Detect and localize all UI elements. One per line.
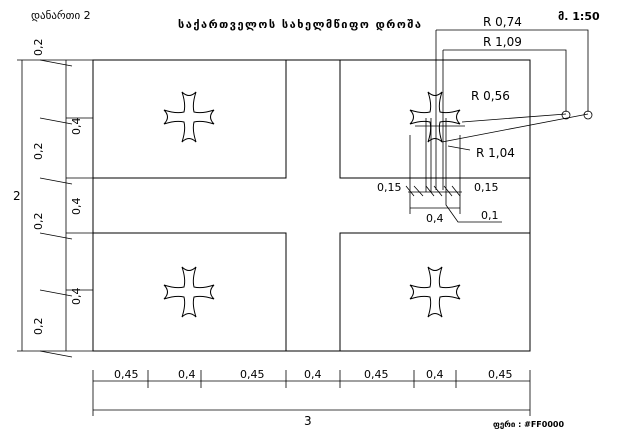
bottom-dim-5: 0,45 — [364, 368, 389, 381]
dim-r074: R 0,74 — [483, 15, 522, 29]
small-cross-top-right — [410, 92, 460, 142]
central-cross — [93, 60, 530, 351]
left-outer-dim-1: 0,2 — [32, 38, 45, 56]
small-cross-top-left — [164, 92, 214, 142]
dim-width-04: 0,4 — [426, 212, 444, 225]
bottom-dim-1: 0,45 — [114, 368, 139, 381]
small-cross-bottom-right — [410, 267, 460, 317]
bottom-total-dim: 3 — [304, 414, 312, 428]
dim-step-01: 0,1 — [481, 209, 499, 222]
cross-detail-dimensions — [406, 30, 592, 222]
bottom-dim-6: 0,4 — [426, 368, 444, 381]
dim-r109: R 1,09 — [483, 35, 522, 49]
left-total-dim: 2 — [13, 189, 21, 203]
left-inner-dim-3: 0,4 — [70, 287, 83, 305]
bottom-dim-3: 0,45 — [240, 368, 265, 381]
flag-outline — [93, 60, 530, 351]
left-inner-dim-1: 0,4 — [70, 117, 83, 135]
left-outer-dim-3: 0,2 — [32, 212, 45, 230]
dim-r104: R 1,04 — [476, 146, 515, 160]
annex-label: დანართი 2 — [31, 9, 91, 22]
left-inner-dim-2: 0,4 — [70, 197, 83, 215]
dim-r056: R 0,56 — [471, 89, 510, 103]
bottom-dim-2: 0,4 — [178, 368, 196, 381]
left-outer-dim-4: 0,2 — [32, 317, 45, 335]
color-note: ფერი : #FF0000 — [493, 420, 565, 429]
bottom-dim-4: 0,4 — [304, 368, 322, 381]
small-cross-bottom-left — [164, 267, 214, 317]
dim-right-015: 0,15 — [474, 181, 499, 194]
bottom-dim-7: 0,45 — [488, 368, 513, 381]
left-outer-dim-2: 0,2 — [32, 142, 45, 160]
drawing-title: საქართველოს სახელმწიფო დროშა — [178, 18, 423, 31]
dim-left-015: 0,15 — [377, 181, 402, 194]
scale-label: მ. 1:50 — [558, 10, 600, 23]
